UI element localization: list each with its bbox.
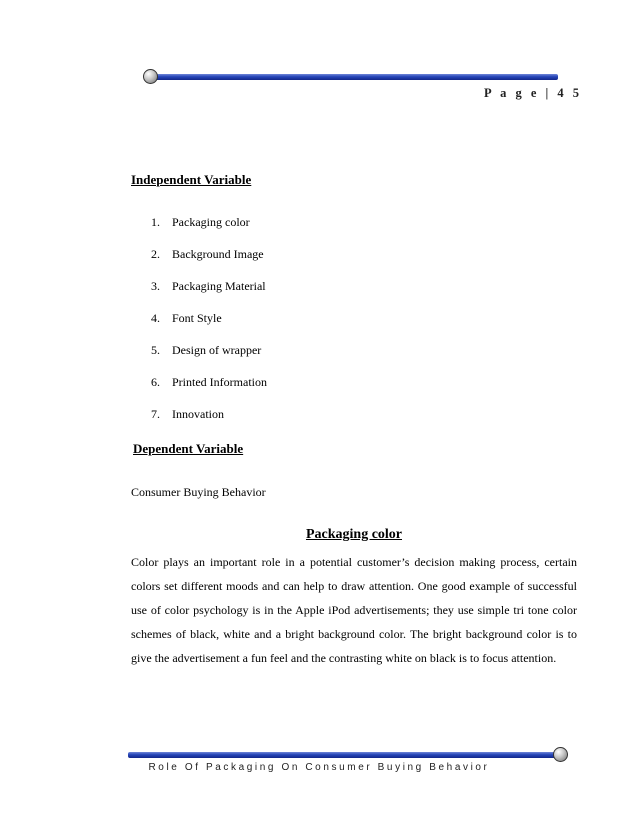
body-paragraph: Color plays an important role in a potential customer’s decision making process, certain colors set different moods and can help to draw attention. One good example of successful use of color psychology is in the Apple iPod advertisements; they use simple tri tone color schemes of black, white and a bright background color. The bright background color is to give the advertisement a fun feel and the contrasting white on black is to focus attention. — [131, 555, 577, 665]
list-item: 7. Innovation — [151, 407, 224, 421]
independent-variable-heading: Independent Variable — [131, 172, 252, 187]
list-item: 4. Font Style — [151, 311, 222, 325]
footer-rule — [128, 752, 558, 758]
section-title: Packaging color — [305, 527, 403, 542]
header-rule-knob — [143, 69, 158, 84]
dependent-variable-text: Consumer Buying Behavior — [131, 485, 266, 499]
footer-title: Role Of Packaging On Consumer Buying Behavior — [148, 762, 490, 773]
list-item: 5. Design of wrapper — [151, 343, 262, 357]
list-item: 2. Background Image — [151, 247, 264, 261]
list-item: 6. Printed Information — [151, 375, 267, 389]
dependent-variable-heading: Dependent Variable — [133, 441, 244, 456]
footer-rule-knob — [553, 747, 568, 762]
page-number: P a g e | 4 5 — [484, 86, 582, 100]
independent-variable-list — [151, 214, 267, 438]
list-item: 1. Packaging color — [151, 215, 250, 229]
list-item: 3. Packaging Material — [151, 279, 266, 293]
header-rule — [150, 74, 558, 80]
